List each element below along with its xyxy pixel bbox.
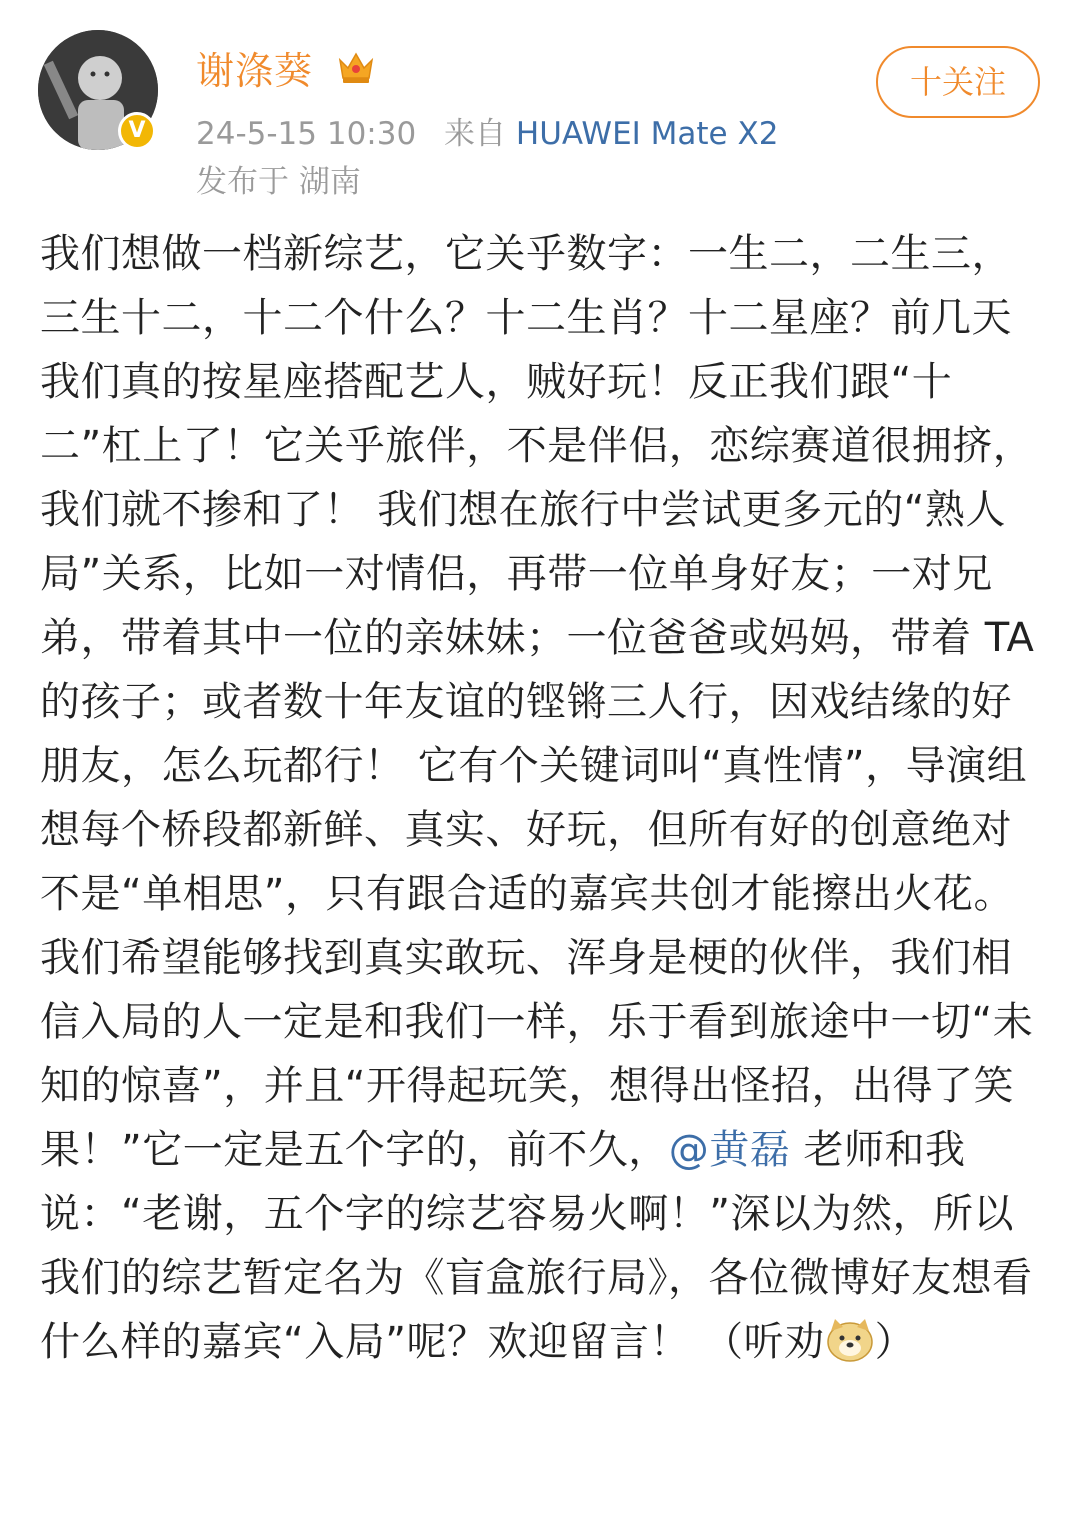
post-text-continued: 老师和我说：“老谢，五个字的综艺容易火啊！”深以为然，所以我们的综艺暂定名为《盲盒旅行局》，各位微博好友想看什么样的嘉宾“入局”呢？欢迎留言！ （听劝 [40, 1127, 1033, 1365]
source-prefix: 来自 [444, 116, 507, 152]
post-location: 发布于 湖南 [196, 164, 361, 200]
vip-crown-icon [336, 46, 376, 86]
post-text-end: ） [874, 1319, 916, 1365]
follow-button[interactable]: 十关注 [876, 46, 1040, 118]
post-time: 24-5-15 10:30 [196, 116, 417, 152]
doge-emoji-icon [825, 1317, 875, 1363]
post-meta [196, 108, 778, 153]
mention-link[interactable]: @黄磊 [668, 1127, 791, 1173]
post-text: 我们想做一档新综艺，它关乎数字：一生二，二生三，三生十二，十二个什么？十二生肖？十二星座？前几天我们真的按星座搭配艺人，贼好玩！反正我们跟“十二”杠上了！它关乎旅伴，不是伴侣，恋综赛道很拥挤，我们就不掺和了！ 我们想在旅行中尝试更多元的“熟人局”关系，比如一对情侣，再带一位单身好友；一对兄弟，带着其中一位的亲妹妹；一位爸爸或妈妈，带着 TA 的孩子；或者数十年友谊的铿锵三人行，因戏结缘的好朋友，怎么玩都行！ 它有个关键词叫“真性情”，导演组想每个桥段都新鲜、真实、好玩，但所有好的创意绝对不是“单相思”，只有跟合适的嘉宾共创才能擦出火花。我们希望能够找到真实敢玩、浑身是梗的伙伴，我们相信入局的人一定是和我们一样，乐于看到旅途中一切“未知的惊喜”，并且“开得起玩笑，想得出怪招，出得了笑果！”它一定是五个字的，前不久， [40, 231, 1035, 1173]
username[interactable]: 谢涤葵 [196, 49, 314, 93]
device-link[interactable]: HUAWEI Mate X2 [515, 116, 779, 152]
verified-badge-icon: V [118, 112, 156, 150]
post-body [40, 222, 1040, 1374]
